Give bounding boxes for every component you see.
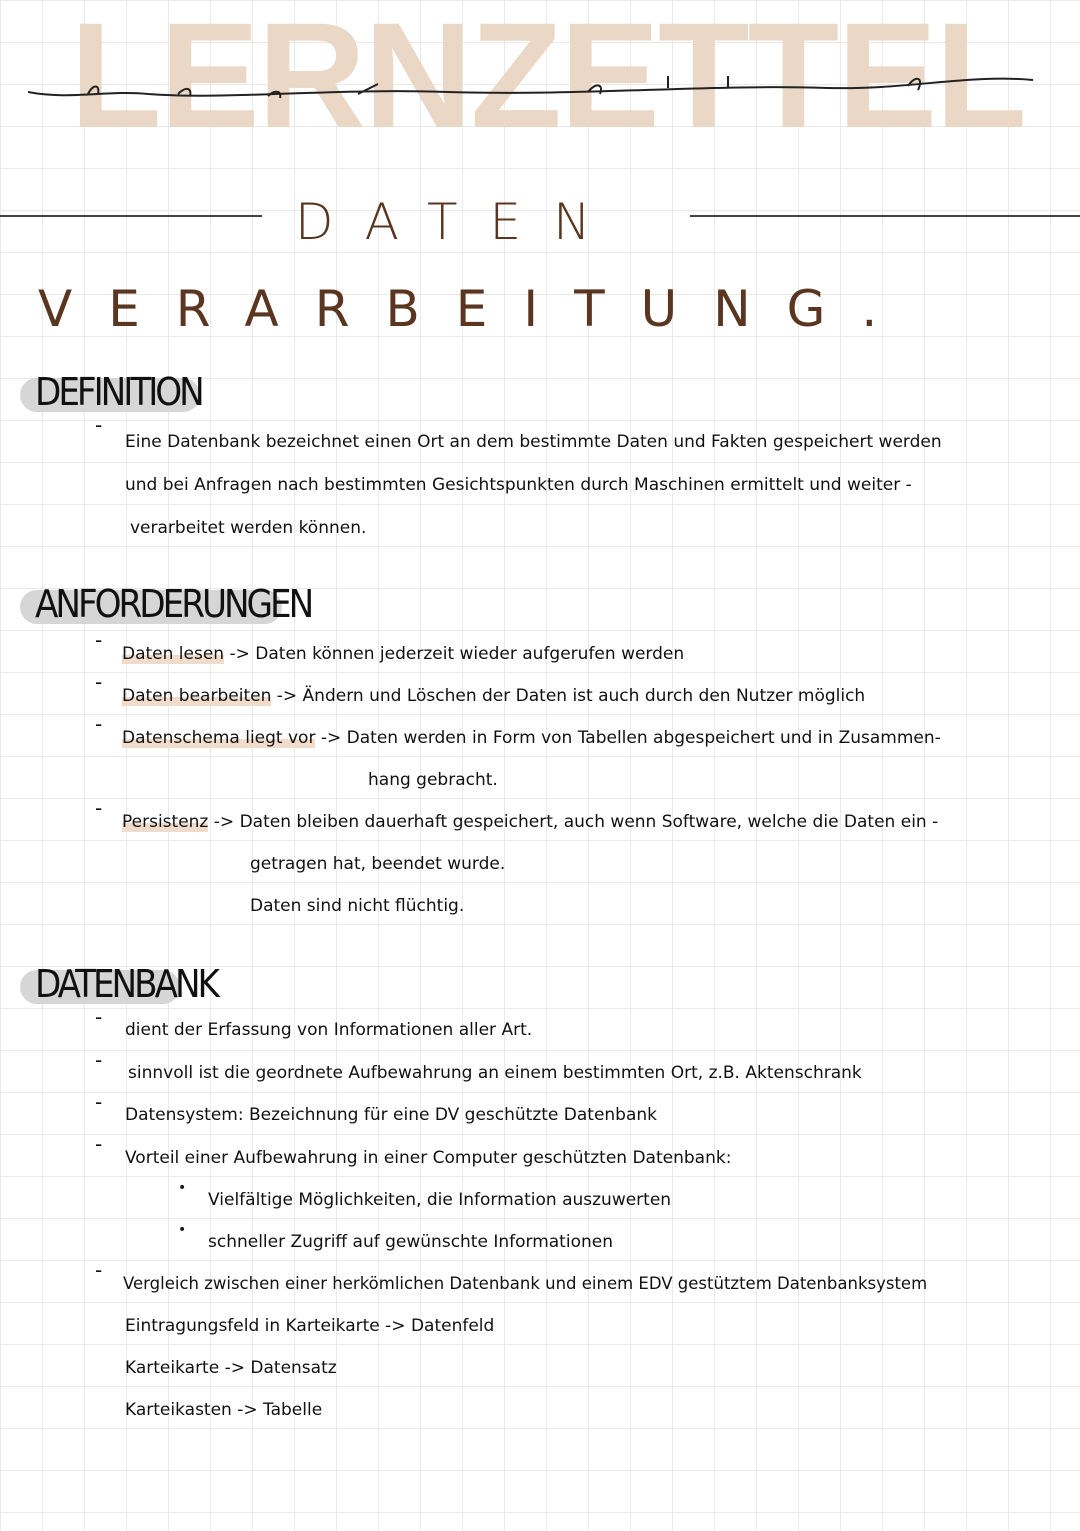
requirement-item: Persistenz -> Daten bleiben dauerhaft gespeichert, auch wenn Software, welche die Daten ein -	[122, 812, 939, 832]
requirement-term: Datenschema liegt vor	[122, 728, 316, 748]
dash: -	[95, 712, 103, 736]
bullet-dot: •	[178, 1180, 187, 1196]
heading-definition: DEFINITION	[35, 370, 202, 414]
mapping-row: Eintragungsfeld in Karteikarte -> Datenfeld	[125, 1316, 495, 1336]
datenbank-line: dient der Erfassung von Informationen aller Art.	[125, 1020, 533, 1040]
watermark-title: LERNZETTEL	[70, 0, 1025, 159]
script-underline	[28, 70, 1038, 130]
bullet-dot: •	[178, 1222, 187, 1238]
definition-line: Eine Datenbank bezeichnet einen Ort an dem bestimmte Daten und Fakten gespeichert werden	[125, 432, 942, 452]
datenbank-line: Datensystem: Bezeichnung für eine DV geschützte Datenbank	[125, 1105, 658, 1125]
definition-line: verarbeitet werden können.	[130, 518, 367, 538]
heading-anforderungen: ANFORDERUNGEN	[35, 582, 311, 626]
vergleich-line: Vergleich zwischen einer herkömlichen Datenbank und einem EDV gestütztem Datenbanksystem	[123, 1274, 928, 1293]
requirement-continuation: Daten sind nicht flüchtig.	[250, 896, 465, 916]
heading-datenbank: DATENBANK	[35, 962, 217, 1006]
bullet-item: schneller Zugriff auf gewünschte Informationen	[208, 1232, 613, 1252]
dash: -	[95, 796, 103, 820]
definition-line: und bei Anfragen nach bestimmten Gesichtspunkten durch Maschinen ermittelt und weiter -	[125, 475, 912, 495]
dash: -	[95, 1132, 103, 1156]
dash: -	[95, 1048, 103, 1072]
requirement-continuation: hang gebracht.	[368, 770, 498, 790]
dash: -	[95, 1258, 103, 1282]
datenbank-line: sinnvoll ist die geordnete Aufbewahrung an einem bestimmten Ort, z.B. Aktenschrank	[128, 1063, 862, 1083]
title-daten: DATEN	[295, 193, 623, 251]
bullet-item: Vielfältige Möglichkeiten, die Information auszuwerten	[208, 1190, 672, 1210]
requirement-term: Daten lesen	[122, 644, 225, 664]
dash: -	[95, 413, 103, 437]
mapping-row: Karteikasten -> Tabelle	[125, 1400, 323, 1420]
requirement-item: Daten lesen -> Daten können jederzeit wieder aufgerufen werden	[122, 644, 685, 664]
mapping-row: Karteikarte -> Datensatz	[125, 1358, 337, 1378]
requirement-item: Daten bearbeiten -> Ändern und Löschen der Daten ist auch durch den Nutzer möglich	[122, 686, 866, 706]
dash: -	[95, 1090, 103, 1114]
requirement-term: Persistenz	[122, 812, 209, 832]
title-row-daten	[0, 193, 1080, 253]
requirement-term: Daten bearbeiten	[122, 686, 272, 706]
requirement-item: Datenschema liegt vor -> Daten werden in Form von Tabellen abgespeichert und in Zusammen-	[122, 728, 941, 748]
requirement-continuation: getragen hat, beendet wurde.	[250, 854, 506, 874]
datenbank-line: Vorteil einer Aufbewahrung in einer Computer geschützten Datenbank:	[125, 1148, 732, 1168]
dash: -	[95, 670, 103, 694]
dash: -	[95, 628, 103, 652]
dash: -	[95, 1005, 103, 1029]
title-verarbeitung: VERARBEITUNG.	[38, 280, 914, 338]
